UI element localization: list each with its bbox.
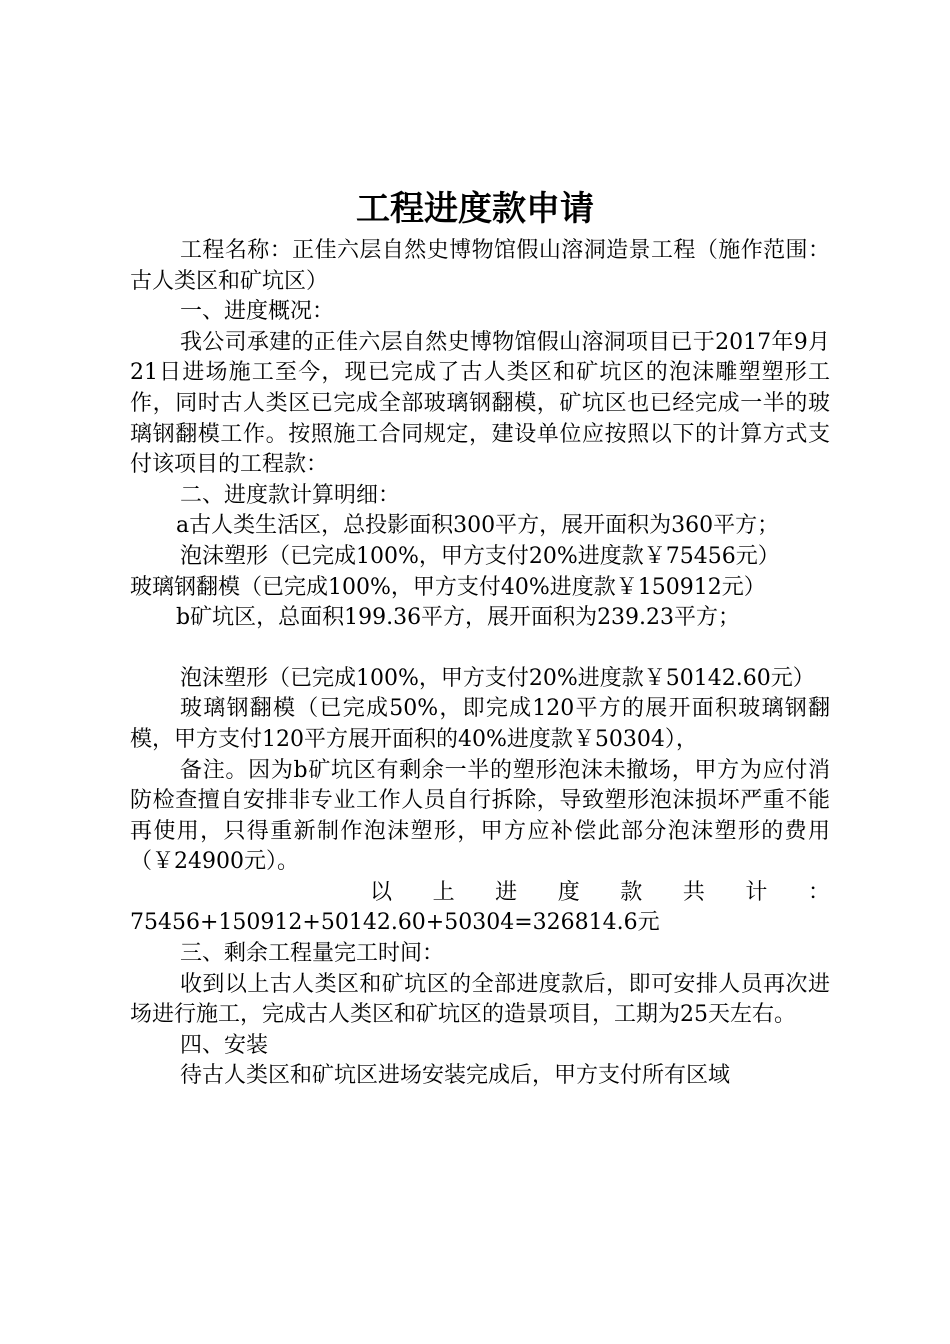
section-heading-installation: 四、安装	[180, 1032, 269, 1058]
area-a-paragraph: a古人类生活区，总投影面积300平方，展开面积为360平方；	[176, 513, 780, 539]
section-heading-payment-details: 二、进度款计算明细：	[180, 482, 401, 508]
area-b-paragraph: b矿坑区，总面积199.36平方，展开面积为239.23平方；	[176, 605, 741, 631]
progress-overview-paragraph: 我公司承建的正佳六层自然史博物馆假山溶洞项目已于2017年9月21日进场施工至今，现已完成了古人类区和矿坑区的泡沫雕塑塑形工作，同时古人类区已完成全部玻璃钢翻模，矿坑区也已经完成一半的玻璃钢翻模工作。按照施工合同规定，建设单位应按照以下的计算方式支付该项目的工程款：	[130, 329, 830, 478]
area-a-fiberglass-molding: 玻璃钢翻模（已完成100%，甲方支付40%进度款￥150912元）	[130, 574, 766, 600]
blank-line	[130, 634, 830, 664]
project-name-paragraph: 工程名称：正佳六层自然史博物馆假山溶洞造景工程（施作范围：古人类区和矿坑区）	[130, 238, 830, 294]
total-calculation: 75456+150912+50142.60+50304=326814.6元	[130, 910, 660, 936]
document-title: 工程进度款申请	[356, 189, 594, 229]
document-body	[130, 236, 830, 1092]
section-heading-progress-overview: 一、进度概况：	[180, 299, 335, 325]
installation-paragraph: 待古人类区和矿坑区进场安装完成后，甲方支付所有区域	[180, 1063, 731, 1089]
area-a-foam-shaping: 泡沫塑形（已完成100%，甲方支付20%进度款￥75456元）	[180, 543, 780, 569]
completion-time-paragraph: 收到以上古人类区和矿坑区的全部进度款后，即可安排人员再次进场进行施工，完成古人类区和矿坑区的造景项目，工期为25天左右。	[130, 971, 830, 1028]
area-b-fiberglass-molding: 玻璃钢翻模（已完成50%，即完成120平方的展开面积玻璃钢翻模，甲方支付120平方展开面积的40%进度款￥50304），	[130, 696, 830, 752]
total-label: 以上进度款共计：	[370, 879, 830, 905]
area-b-foam-shaping: 泡沫塑形（已完成100%，甲方支付20%进度款￥50142.60元）	[180, 665, 815, 691]
remarks-paragraph: 备注。因为b矿坑区有剩余一半的塑形泡沫未撤场，甲方为应付消防检查擅自安排非专业工作人员自行拆除，导致塑形泡沫损坏严重不能再使用，只得重新制作泡沫塑形，甲方应补偿此部分泡沫塑形的费用（￥24900元）。	[130, 757, 830, 875]
section-heading-completion-time: 三、剩余工程量完工时间：	[180, 941, 445, 967]
